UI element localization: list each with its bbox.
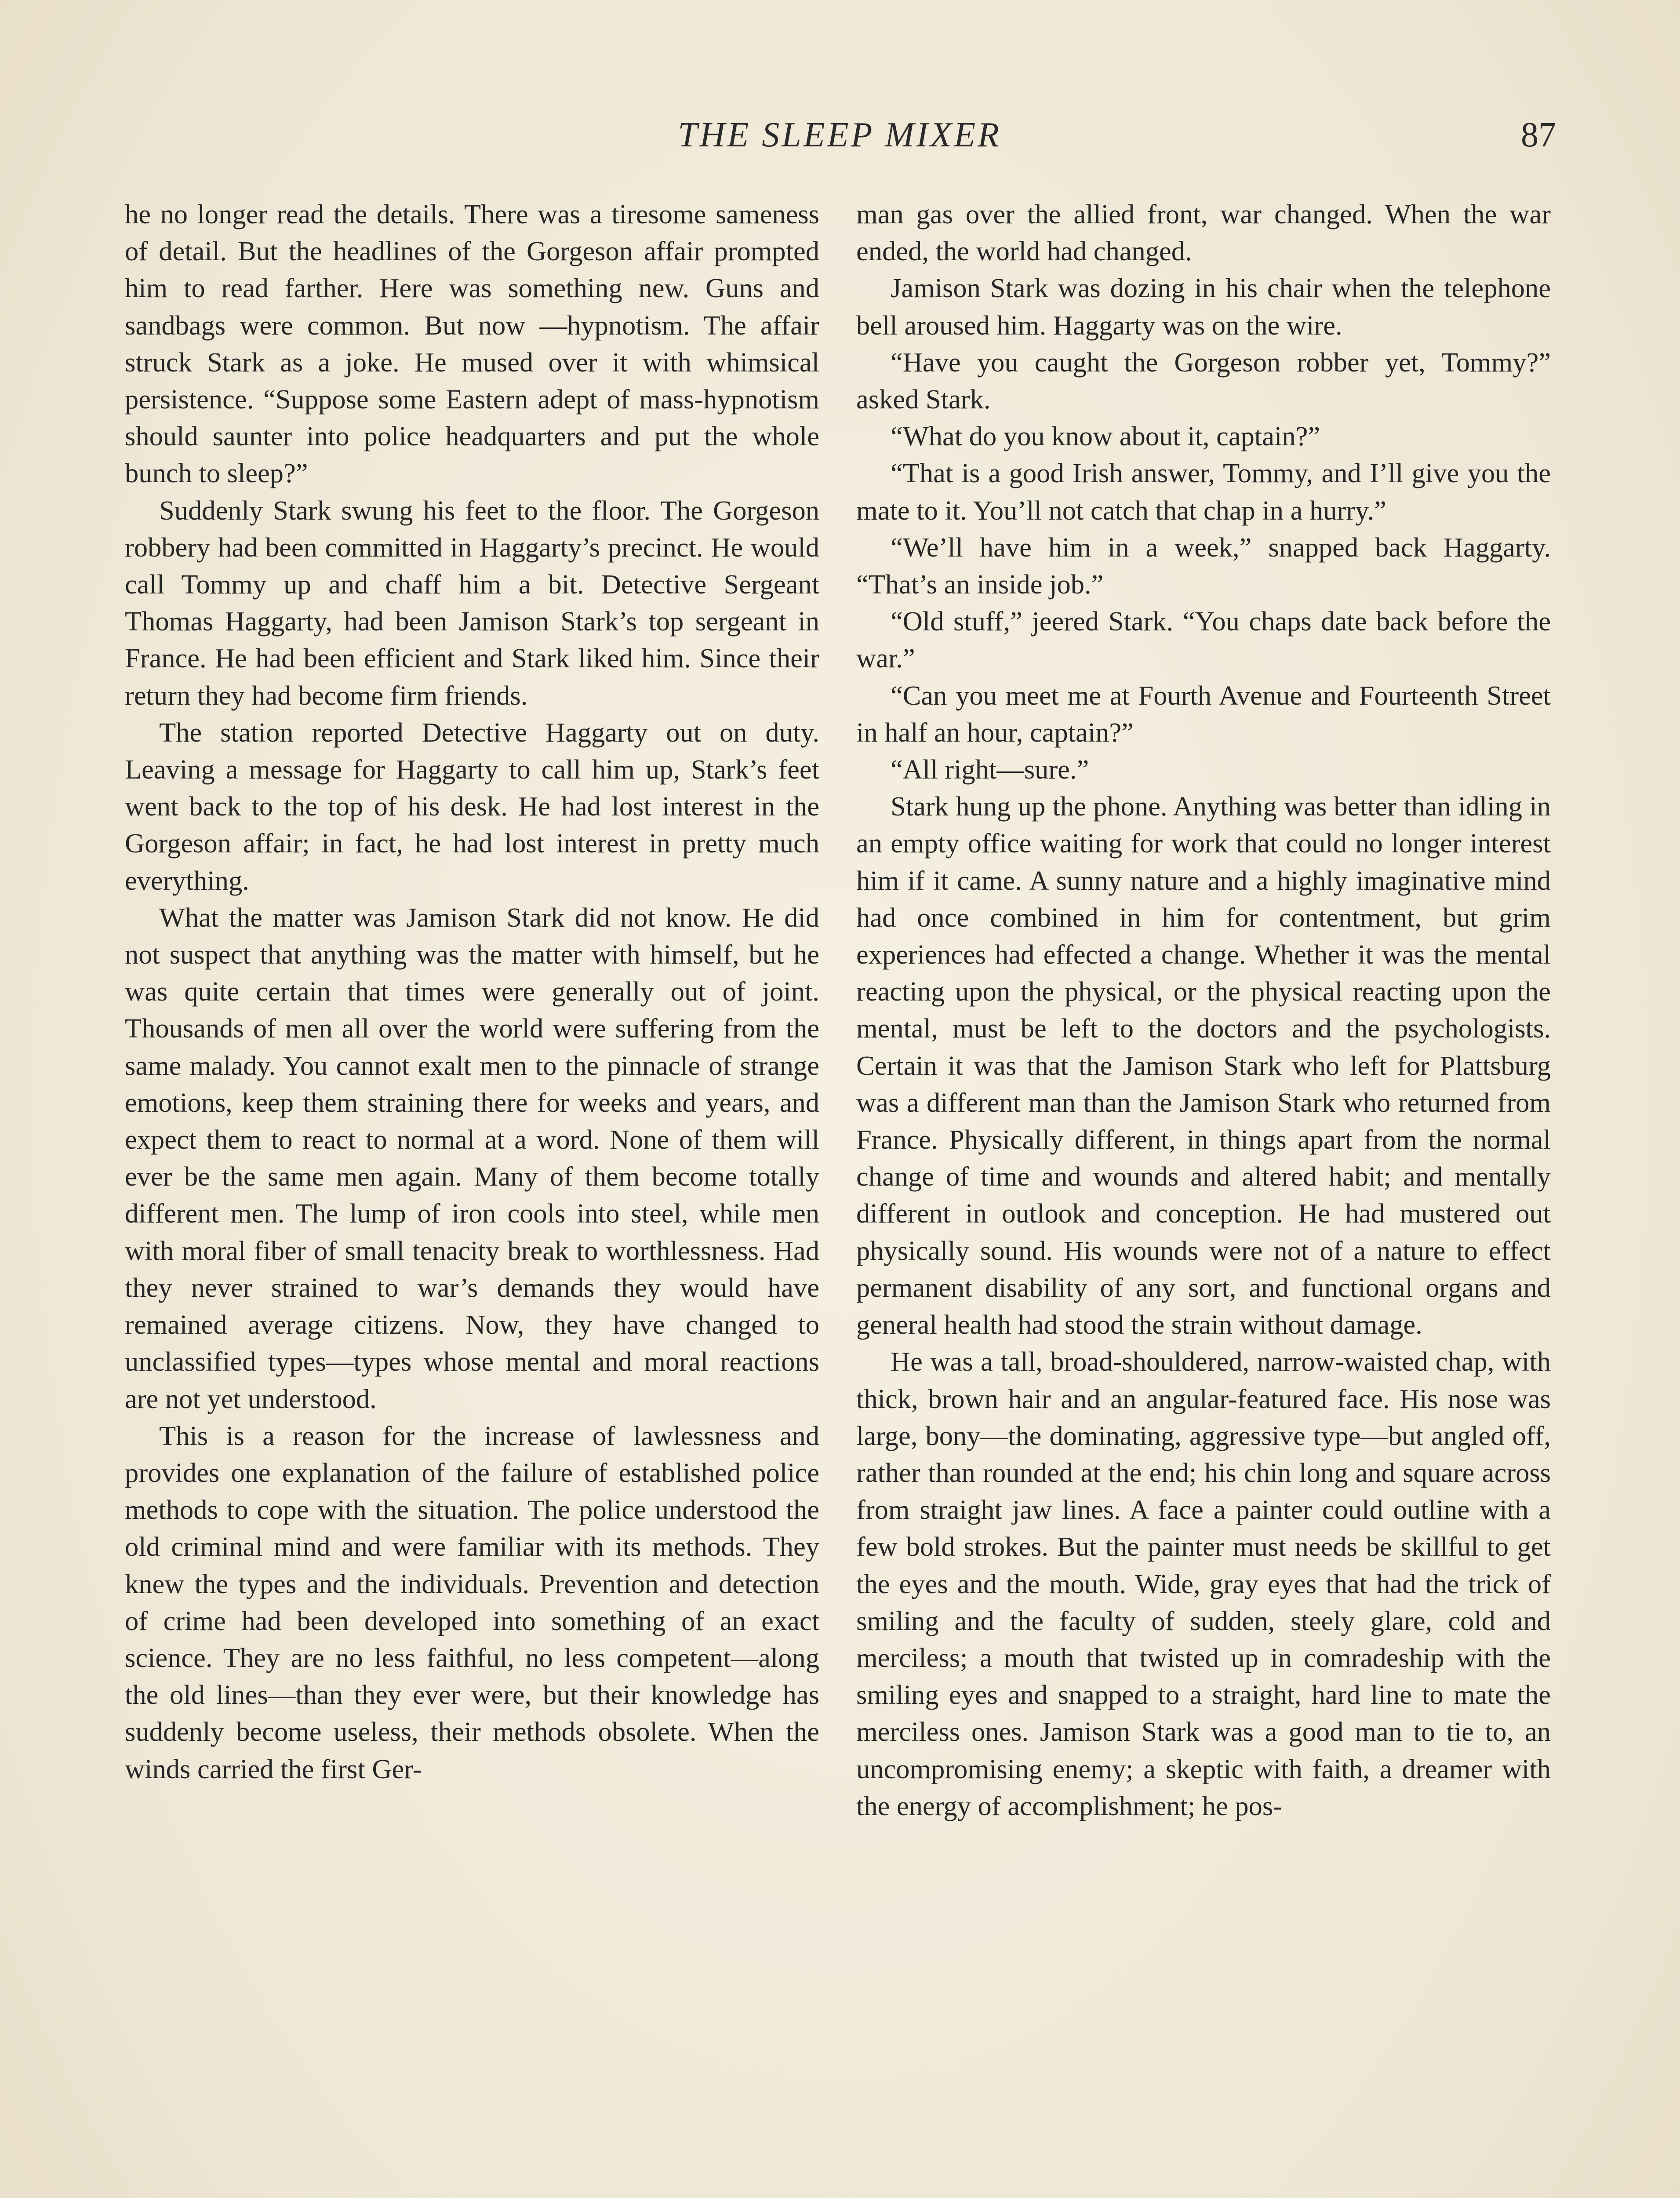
paragraph: The station reported Detective Haggarty out on duty. Leaving a message for Haggarty to call him up, Stark’s feet went back to the top of his desk. He had lost interest in the Gorgeson affair; in fact, he had lost interest in pretty much everything. <box>125 717 819 896</box>
paragraph: “All right—sure.” <box>891 754 1089 785</box>
paragraph: man gas over the allied front, war changed. When the war ended, the world had changed. <box>856 199 1551 267</box>
paragraph: This is a reason for the increase of lawlessness and provides one explanation of the failure of established police methods to cope with the situation. The police understood the old criminal mind and were familiar with its methods. They knew the types and the individuals. Prevention and detection of crime had been developed into something of an exact science. They are no less faithful, no less competent—along the old lines—than they ever were, but their knowledge has suddenly become useless, their methods obsolete. When the winds carried the first Ger- <box>125 1420 819 1784</box>
paragraph: Suddenly Stark swung his feet to the floor. The Gorgeson robbery had been committed in Haggarty’s precinct. He would call Tommy up and chaff him a bit. Detective Sergeant Thomas Haggarty, had been Jamison Stark’s top sergeant in France. He had been efficient and Stark liked him. Since their return they had become firm friends. <box>125 495 819 711</box>
paragraph: “Have you caught the Gorgeson robber yet, Tommy?” asked Stark. <box>856 346 1551 415</box>
right-column <box>856 196 1551 2198</box>
paragraph: What the matter was Jamison Stark did not know. He did not suspect that anything was the matter with himself, but he was quite certain that times were generally out of joint. Thousands of men all over the world were suffering from the same malady. You cannot exalt men to the pinnacle of strange emotions, keep them straining there for weeks and years, and expect them to react to normal at a word. None of them will ever be the same men again. Many of them become totally different men. The lump of iron cools into steel, while men with moral fiber of small tenacity break to worthlessness. Had they never strained to war’s demands they would have remained average citizens. Now, they have changed to unclassified types—types whose mental and moral reactions are not yet understood. <box>125 902 819 1414</box>
paragraph: Stark hung up the phone. Anything was better than idling in an empty office waiting for work that could no longer interest him if it came. A sunny nature and a highly imaginative mind had once combined in him for contentment, but grim experiences had effected a change. Whether it was the mental reacting upon the physical, or the physical reacting upon the mental, must be left to the doctors and the psychologists. Certain it was that the Jamison Stark who left for Plattsburg was a different man than the Jamison Stark who returned from France. Physically different, in things apart from the normal change of time and wounds and altered habit; and mentally different in outlook and conception. He had mustered out physically sound. His wounds were not of a nature to effect permanent disability of any sort, and functional organs and general health had stood the strain without damage. <box>856 791 1551 1340</box>
paragraph: “What do you know about it, captain?” <box>891 421 1320 452</box>
paragraph: Jamison Stark was dozing in his chair when the telephone bell aroused him. Haggarty was on the wire. <box>856 273 1551 341</box>
page-number: 87 <box>1521 116 1556 154</box>
paragraph: “That is a good Irish answer, Tommy, and I’ll give you the mate to it. You’ll not catch that chap in a hurry.” <box>856 458 1551 526</box>
page-header <box>123 115 1556 168</box>
paragraph: “Can you meet me at Fourth Avenue and Fourteenth Street in half an hour, captain?” <box>856 680 1551 748</box>
running-title: THE SLEEP MIXER <box>678 116 1001 154</box>
paragraph: he no longer read the details. There was a tiresome sameness of detail. But the headlines of the Gorgeson affair prompted him to read farther. Here was something new. Guns and sandbags were common. But now —hypnotism. The affair struck Stark as a joke. He mused over it with whimsical persistence. “Suppose some Eastern adept of mass-hypnotism should saunter into police headquarters and put the whole bunch to sleep?” <box>125 199 819 489</box>
left-column <box>125 196 819 2198</box>
paragraph: “We’ll have him in a week,” snapped back Haggarty. “That’s an inside job.” <box>856 531 1551 600</box>
paragraph: “Old stuff,” jeered Stark. “You chaps date back before the war.” <box>856 606 1551 674</box>
paragraph: He was a tall, broad-shouldered, narrow-waisted chap, with thick, brown hair and an angular-featured face. His nose was large, bony—the dominating, aggressive type—but angled off, rather than rounded at the end; his chin long and square across from straight jaw lines. A face a painter could outline with a few bold strokes. But the painter must needs be skillful to get the eyes and the mouth. Wide, gray eyes that had the trick of smiling and the faculty of sudden, steely glare, cold and merciless; a mouth that twisted up in comradeship with the smiling eyes and snapped to a straight, hard line to mate the merciless ones. Jamison Stark was a good man to tie to, an uncompromising enemy; a skeptic with faith, a dreamer with the energy of accomplishment; he pos- <box>856 1346 1551 1821</box>
